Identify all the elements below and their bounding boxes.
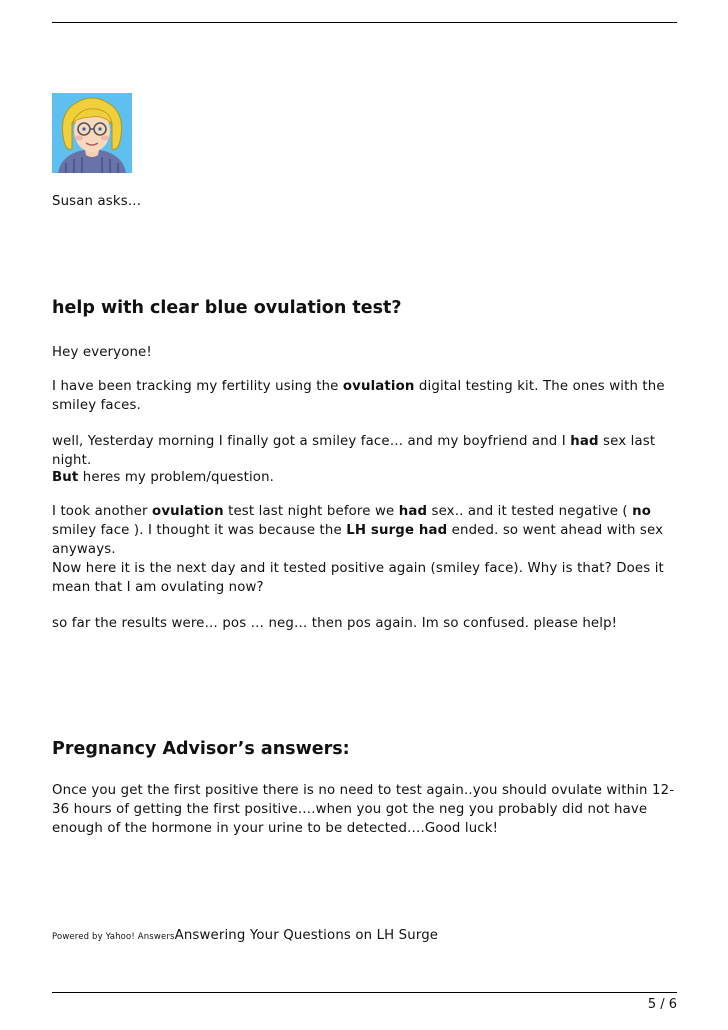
question-greeting: Hey everyone! bbox=[52, 345, 152, 360]
question-paragraph-6: so far the results were… pos … neg… then pos again. Im so confused. please help! bbox=[52, 616, 618, 631]
answer-text: Once you get the first positive there is no need to test again..you should ovulate within 12-36 hours of getting the first positive….when you got the neg you probably did not have enough of the hormone in your urine to be detected….Good luck! bbox=[52, 783, 675, 836]
powered-by-label: Powered by Yahoo! Answers bbox=[52, 932, 175, 942]
question-paragraph-5: Now here it is the next day and it tested positive again (smiley face). Why is that? Does it mean that I am ovulating now? bbox=[52, 561, 664, 595]
asker-label: Susan asks… bbox=[52, 194, 142, 209]
page-number: 5 / 6 bbox=[647, 997, 677, 1012]
answers-heading: Pregnancy Advisor’s answers: bbox=[52, 739, 350, 759]
bottom-rule bbox=[52, 992, 677, 993]
question-paragraph-2: well, Yesterday morning I finally got a smiley face… and my boyfriend and I had sex last night. bbox=[52, 434, 656, 468]
footer-line bbox=[52, 926, 677, 947]
question-paragraph-4: I took another ovulation test last night before we had sex.. and it tested negative ( no smiley face ). I thought it was because the LH surge had ended. so went ahead with sex anyways. bbox=[52, 504, 664, 557]
question-paragraph-1: I have been tracking my fertility using the ovulation digital testing kit. The ones with the smiley faces. bbox=[52, 379, 665, 413]
question-title: help with clear blue ovulation test? bbox=[52, 298, 402, 318]
question-paragraph-3: But heres my problem/question. bbox=[52, 470, 275, 485]
top-rule bbox=[52, 22, 677, 23]
source-link[interactable]: Answering Your Questions on LH Surge bbox=[174, 928, 439, 943]
avatar bbox=[52, 93, 132, 173]
